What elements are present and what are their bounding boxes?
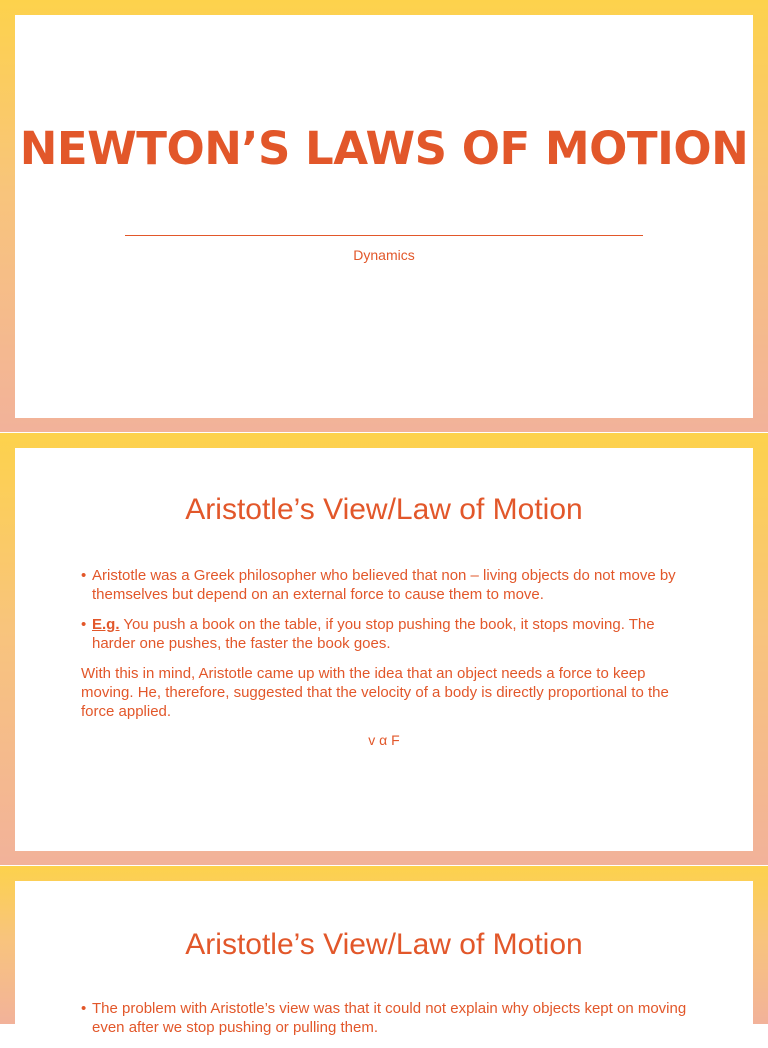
slide-heading: Aristotle’s View/Law of Motion [185, 493, 583, 526]
bullet-icon: • [81, 616, 87, 633]
bullet-icon: • [81, 1000, 87, 1017]
list-item [81, 566, 691, 604]
slide-heading: Aristotle’s View/Law of Motion [185, 928, 583, 961]
bullet-text: The problem with Aristotle’s view was that it could not explain why objects kept on moving even after we stop pushing or pulling them. [92, 1000, 687, 1036]
formula: v α F [368, 732, 400, 748]
presentation-subtitle: Dynamics [353, 247, 415, 263]
body-paragraph: With this in mind, Aristotle came up with the idea that an object needs a force to keep moving. He, therefore, suggested that the velocity of a body is directly proportional to the force applied. [81, 665, 669, 720]
example-label: E.g. [92, 616, 120, 633]
bullet-icon: • [81, 567, 87, 584]
list-item [81, 999, 691, 1037]
title-divider [125, 235, 643, 236]
slide-2 [15, 448, 753, 851]
bullet-text: You push a book on the table, if you stop pushing the book, it stops moving. The harder one pushes, the faster the book goes. [92, 616, 655, 652]
slide-3 [15, 881, 753, 1041]
presentation-title: NEWTON’S LAWS OF MOTION [19, 122, 749, 175]
bullet-list [81, 566, 691, 664]
slide-1 [15, 15, 753, 418]
list-item [81, 615, 691, 653]
bullet-text: Aristotle was a Greek philosopher who believed that non – living objects do not move by themselves but depend on an external force to cause them to move. [92, 567, 676, 603]
bullet-list [81, 999, 691, 1048]
